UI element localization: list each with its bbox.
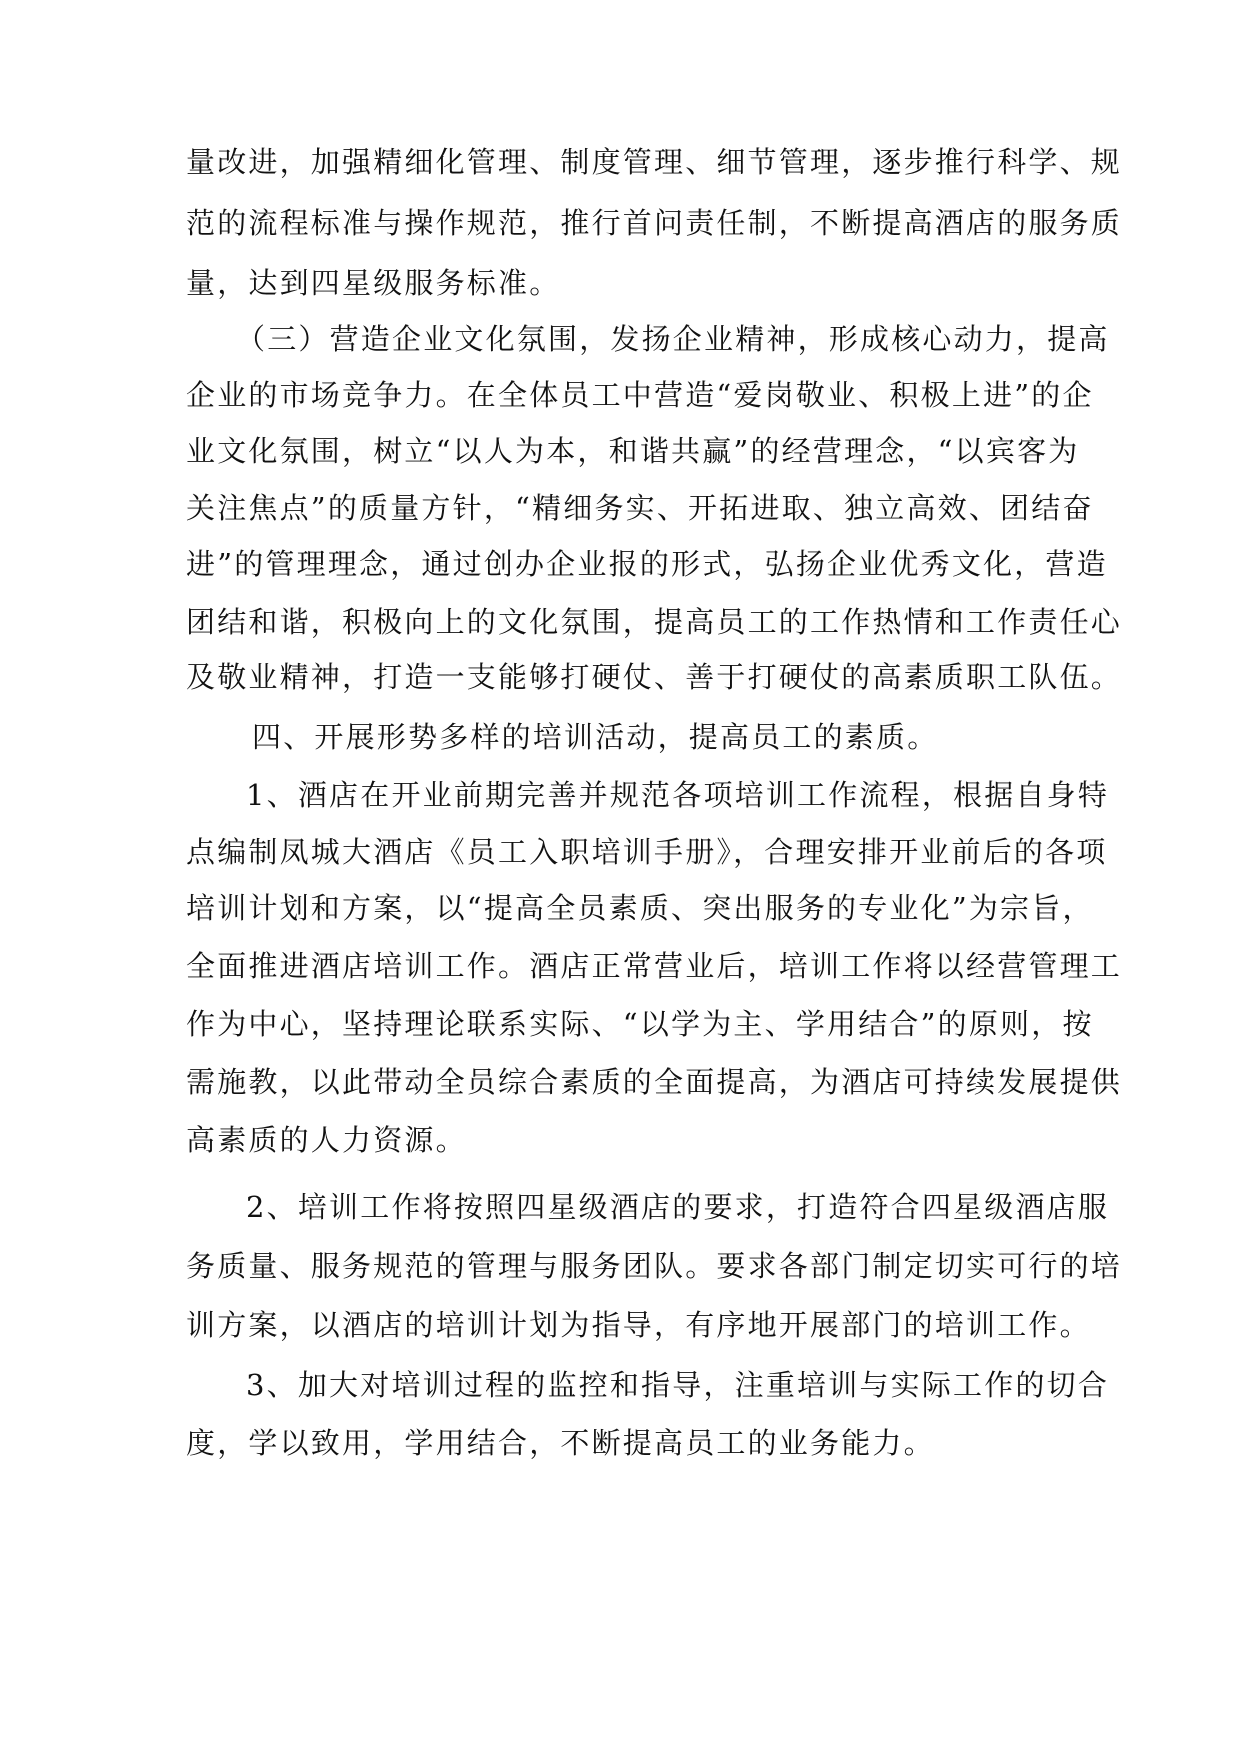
body-text-line: 务质量、服务规范的管理与服务团队。要求各部门制定切实可行的培 [186,1249,1123,1283]
body-text-line: 作为中心，坚持理论联系实际、“以学为主、学用结合”的原则，按 [186,1007,1094,1041]
body-text-line: 关注焦点”的质量方针，“精细务实、开拓进取、独立高效、团结奋 [186,491,1094,525]
body-text-line: 全面推进酒店培训工作。酒店正常营业后，培训工作将以经营管理工 [186,949,1123,983]
numbered-paragraph-line: 3、加大对培训过程的监控和指导，注重培训与实际工作的切合 [246,1368,1110,1402]
body-text-line: 量，达到四星级服务标准。 [186,266,561,300]
body-text-line: 培训计划和方案，以“提高全员素质、突出服务的专业化”为宗旨， [186,891,1094,925]
body-text-line: 范的流程标准与操作规范，推行首问责任制，不断提高酒店的服务质 [186,206,1123,240]
body-text-line: 需施教，以此带动全员综合素质的全面提高，为酒店可持续发展提供 [186,1065,1123,1099]
body-text-line: 度，学以致用，学用结合，不断提高员工的业务能力。 [186,1426,935,1460]
body-text-line: 团结和谐，积极向上的文化氛围，提高员工的工作热情和工作责任心 [186,605,1123,639]
section-heading-four: 四、开展形势多样的培训活动，提高员工的素质。 [252,720,939,754]
body-text-line: 点编制凤城大酒店《员工入职培训手册》，合理安排开业前后的各项 [186,835,1108,869]
body-text-line: 训方案，以酒店的培训计划为指导，有序地开展部门的培训工作。 [186,1308,1091,1342]
body-text-line: 高素质的人力资源。 [186,1123,467,1157]
body-text-line: 及敬业精神，打造一支能够打硬仗、善于打硬仗的高素质职工队伍。 [186,660,1123,694]
body-text-line: 业文化氛围，树立“以人为本，和谐共赢”的经营理念，“以宾客为 [186,434,1080,468]
section-three-paragraph-line: （三）营造企业文化氛围，发扬企业精神，形成核心动力，提高 [236,322,1110,356]
body-text-line: 进”的管理理念，通过创办企业报的形式，弘扬企业优秀文化，营造 [186,547,1108,581]
numbered-paragraph-line: 2、培训工作将按照四星级酒店的要求，打造符合四星级酒店服 [246,1190,1110,1224]
body-text-line: 企业的市场竞争力。在全体员工中营造“爱岗敬业、积极上进”的企 [186,378,1094,412]
numbered-paragraph-line: 1、酒店在开业前期完善并规范各项培训工作流程，根据自身特 [246,778,1110,812]
body-text-line: 量改进，加强精细化管理、制度管理、细节管理，逐步推行科学、规 [186,145,1123,179]
